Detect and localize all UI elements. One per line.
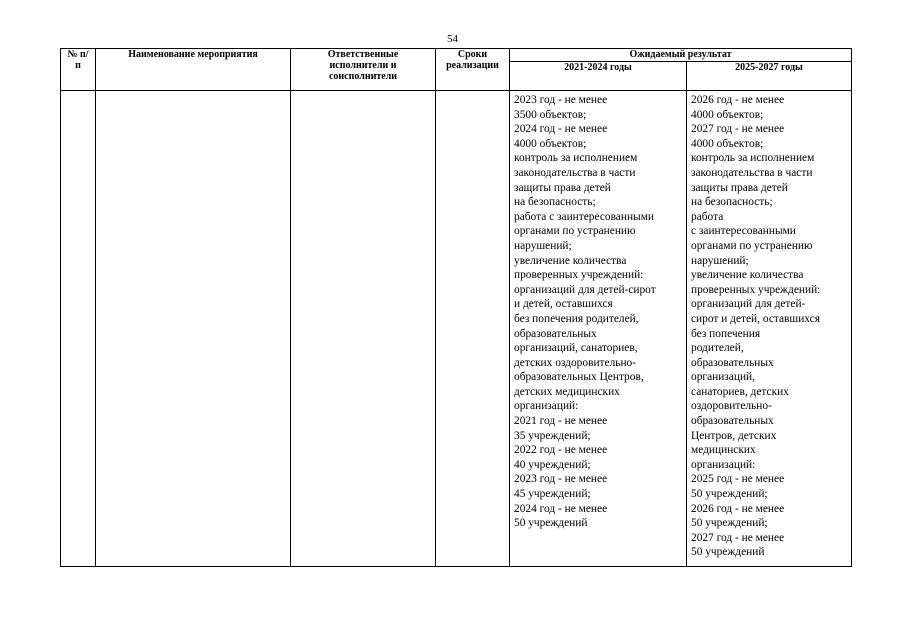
- header-responsible-label: Ответственные исполнители и соисполнители: [327, 49, 399, 82]
- result-line: Центров, детских: [691, 429, 777, 442]
- result-line: 40 учреждений;: [514, 458, 591, 471]
- result-line: на безопасность;: [691, 196, 773, 209]
- result-line: 2026 год - не менее: [691, 94, 785, 106]
- result-line: органами по устранению: [514, 225, 636, 238]
- result-line: 45 учреждений;: [514, 488, 591, 501]
- result-line: на безопасность;: [514, 196, 596, 209]
- result-line: увеличение количества: [691, 269, 804, 282]
- result-line: органами по устранению: [691, 239, 813, 252]
- result-line: без попечения: [691, 327, 761, 340]
- result-line: образовательных: [691, 415, 774, 428]
- result-line: 2021 год - не менее: [514, 415, 608, 428]
- result-line: родителей,: [691, 342, 744, 355]
- result-line: увеличение количества: [514, 254, 627, 267]
- result-line: образовательных: [514, 327, 597, 340]
- header-num: [61, 49, 96, 91]
- result-line: проверенных учреждений:: [514, 269, 644, 282]
- cell-responsible: [291, 91, 436, 567]
- result-line: образовательных: [691, 356, 774, 369]
- result-line: санаториев, детских: [691, 385, 789, 398]
- result-line: 3500 объектов;: [514, 108, 587, 121]
- result-line: нарушений;: [691, 254, 749, 267]
- result-line: 50 учреждений: [691, 546, 765, 559]
- result-line: защиты права детей: [514, 181, 611, 194]
- result-line: организаций:: [691, 458, 756, 471]
- result-line: 50 учреждений;: [691, 517, 768, 530]
- header-responsible: [291, 49, 436, 91]
- result-line: без попечения родителей,: [514, 312, 639, 325]
- header-expected-result: Ожидаемый результат: [510, 49, 852, 62]
- result-line: детских медицинских: [514, 385, 620, 398]
- result-line: 50 учреждений;: [691, 488, 768, 501]
- result-line: контроль за исполнением: [691, 152, 815, 165]
- result-line: 4000 объектов;: [691, 108, 764, 121]
- result-line: законодательства в части: [691, 166, 813, 179]
- result-line: с заинтересованными: [691, 225, 796, 238]
- result-line: и детей, оставшихся: [514, 298, 613, 311]
- result-text-2025-2027: [687, 91, 851, 560]
- header-row-top: [61, 49, 852, 62]
- result-line: контроль за исполнением: [514, 152, 638, 165]
- result-line: 50 учреждений: [514, 517, 588, 530]
- cell-result-2021-2024: [510, 91, 687, 567]
- result-line: организаций для детей-: [691, 298, 806, 311]
- header-period-2025-2027: 2025-2027 годы: [687, 62, 852, 91]
- measures-table: [60, 48, 852, 567]
- result-line: медицинских: [691, 444, 756, 457]
- cell-name: [96, 91, 291, 567]
- result-line: оздоровительно-: [691, 400, 772, 413]
- result-line: 2023 год - не менее: [514, 94, 608, 106]
- header-name: Наименование мероприятия: [96, 49, 291, 91]
- result-line: 2025 год - не менее: [691, 473, 785, 486]
- result-text-2021-2024: [510, 91, 686, 531]
- result-line: работа с заинтересованными: [514, 210, 655, 223]
- result-line: законодательства в части: [514, 166, 636, 179]
- result-line: организаций для детей-сирот: [514, 283, 656, 296]
- header-deadline: [436, 49, 510, 91]
- result-line: 2023 год - не менее: [514, 473, 608, 486]
- header-deadline-label: Сроки реализации: [446, 49, 499, 71]
- result-line: 2022 год - не менее: [514, 444, 608, 457]
- result-line: защиты права детей: [691, 181, 788, 194]
- result-line: 2024 год - не менее: [514, 502, 608, 515]
- result-line: организаций, санаториев,: [514, 342, 638, 355]
- result-line: нарушений;: [514, 239, 572, 252]
- result-line: 4000 объектов;: [691, 137, 764, 150]
- result-line: образовательных Центров,: [514, 371, 644, 384]
- result-line: 2026 год - не менее: [691, 502, 785, 515]
- page-number: 54: [447, 33, 458, 45]
- table-row: [61, 91, 852, 567]
- cell-num: [61, 91, 96, 567]
- result-line: 2027 год - не менее: [691, 123, 785, 136]
- header-num-label: № п/п: [67, 49, 89, 71]
- result-line: организаций,: [691, 371, 755, 384]
- result-line: организаций:: [514, 400, 579, 413]
- result-line: 4000 объектов;: [514, 137, 587, 150]
- result-line: сирот и детей, оставшихся: [691, 312, 820, 325]
- cell-result-2025-2027: [687, 91, 852, 567]
- result-line: детских оздоровительно-: [514, 356, 637, 369]
- result-line: 2024 год - не менее: [514, 123, 608, 136]
- cell-deadline: [436, 91, 510, 567]
- result-line: работа: [691, 210, 724, 223]
- result-line: проверенных учреждений:: [691, 283, 821, 296]
- result-line: 2027 год - не менее: [691, 531, 785, 544]
- result-line: 35 учреждений;: [514, 429, 591, 442]
- header-period-2021-2024: 2021-2024 годы: [510, 62, 687, 91]
